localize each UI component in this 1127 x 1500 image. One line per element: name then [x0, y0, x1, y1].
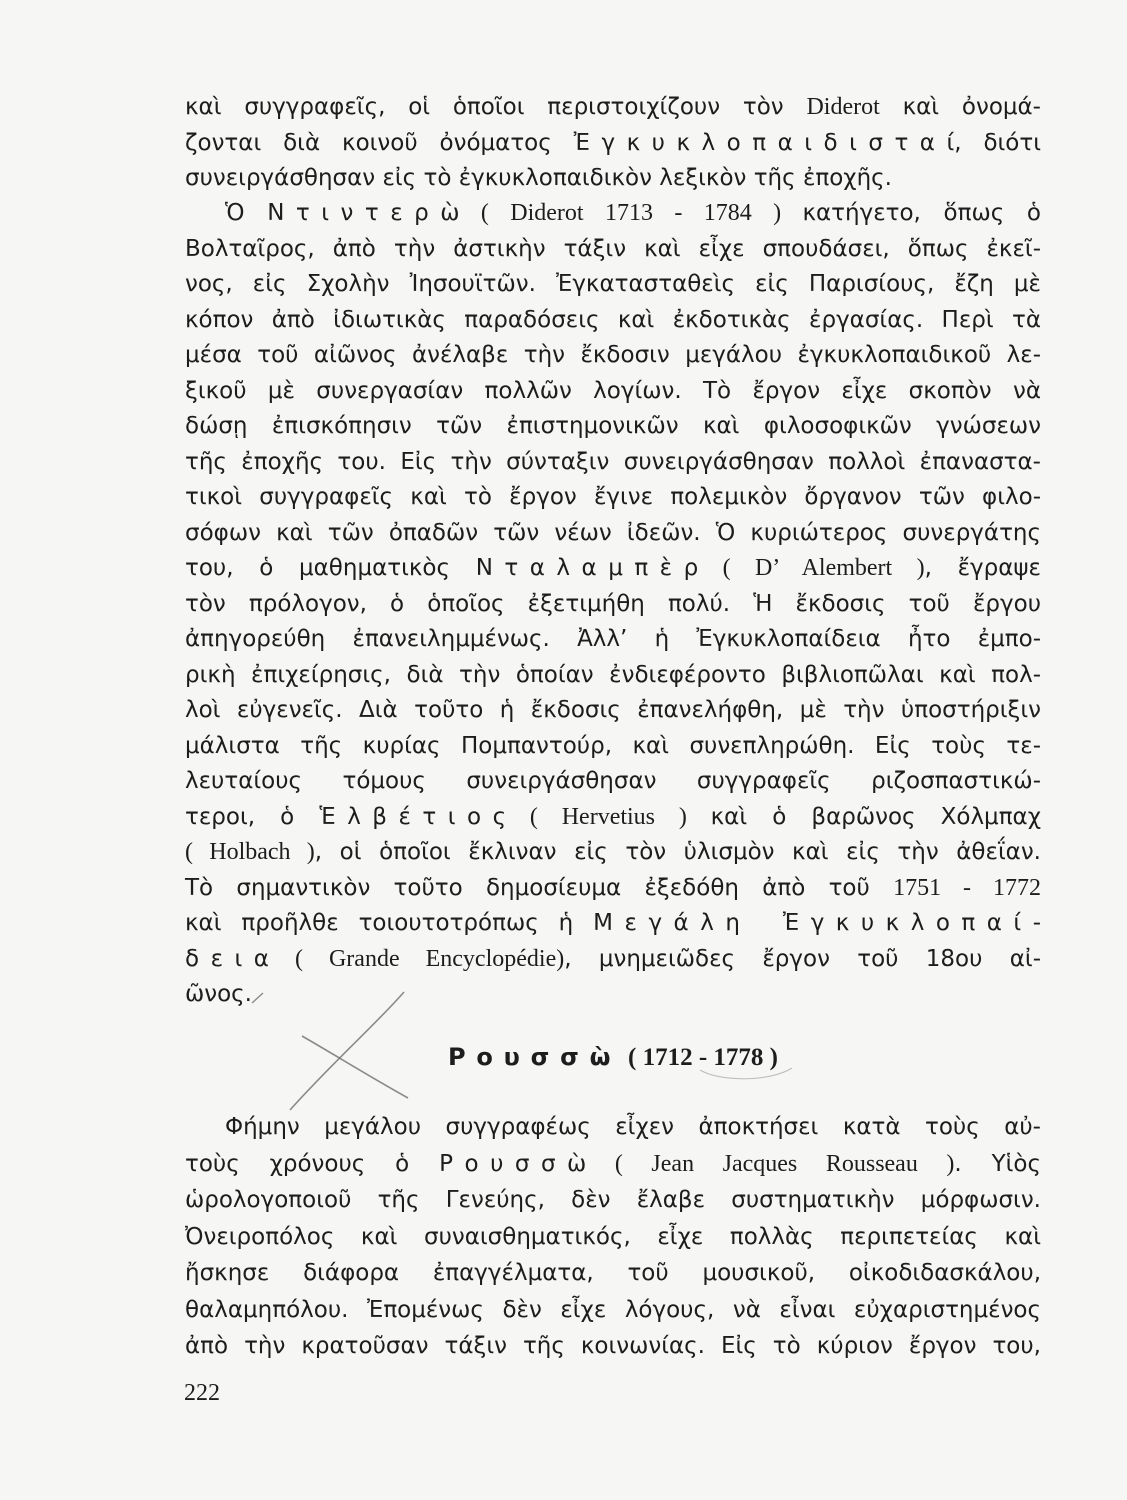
text-run: , μνημειῶδες ἔργον τοῦ 18ου αἰ- — [564, 945, 1042, 972]
text-run: Βολταῖρος, ἀπὸ τὴν ἀστικὴν τάξιν καὶ εἶχε σπουδάσει, ὅπως ἐκεῖ- — [185, 235, 1041, 262]
spaced-word: δεια — [185, 945, 281, 972]
text-line — [185, 1255, 1041, 1292]
text-line — [185, 622, 1041, 658]
text-line — [185, 1182, 1041, 1219]
latin-text: ( Diderot 1713 - 1784 ) — [459, 200, 803, 226]
text-run: , διότι — [954, 129, 1041, 156]
latin-text: ( Jean Jacques Rousseau ) — [586, 1150, 955, 1177]
text-run: ὡρολογοποιοῦ τῆς Γενεύης, δὲν ἔλαβε συστηματικὴν μόρφωσιν. — [185, 1187, 1041, 1213]
latin-text: ( Grande Encyclopédie) — [268, 945, 565, 972]
text-run: ἀπηγορεύθη ἐπανειλημμένως. Ἀλλ’ ἡ Ἐγκυκλοπαίδεια ἦτο ἐμπο- — [185, 626, 1041, 652]
text-run: τεροι, ὁ — [185, 803, 320, 830]
text-line — [185, 90, 1041, 126]
text-run: Φήμην μεγάλου συγγραφέως εἶχεν ἀποκτήσει κατὰ τοὺς αὐ- — [225, 1114, 1041, 1140]
latin-text: ( D’ Alembert ) — [698, 555, 925, 581]
text-run: θαλαμηπόλου. Ἐπομένως δὲν εἶχε λόγους, νὰ εἶναι εὐχαριστημένος — [185, 1296, 1041, 1323]
text-line — [185, 445, 1041, 481]
text-run: τῆς ἐποχῆς του. Εἰς τὴν σύνταξιν συνειργάσθησαν πολλοὶ ἐπαναστα- — [185, 448, 1041, 475]
text-run: καὶ ὁ βαρῶνος Χόλμπαχ — [710, 803, 1041, 830]
text-run: Ὁ — [225, 200, 268, 226]
text-run: του, ὁ μαθηματικὸς — [185, 555, 476, 581]
text-line — [185, 267, 1041, 303]
spaced-word: Ντιντερὼ — [267, 200, 472, 226]
text-run: ζονται διὰ κοινοῦ ὀνόματος — [185, 129, 574, 156]
text-run: , ἔγραψε — [924, 555, 1041, 581]
text-line — [185, 196, 1041, 232]
text-line — [185, 1219, 1041, 1256]
text-line — [185, 1292, 1041, 1329]
latin-text: 1751 - 1772 — [893, 874, 1041, 901]
paragraph-diderot — [185, 196, 1053, 1013]
spaced-word: Νταλαμπὲρ — [475, 555, 710, 581]
text-line — [185, 480, 1041, 516]
text-run: καὶ προῆλθε τοιουτοτρόπως ἡ — [185, 910, 594, 936]
text-line — [185, 303, 1041, 339]
text-line — [185, 1146, 1041, 1183]
text-line — [185, 374, 1041, 410]
text-run: τὸν πρόλογον, ὁ ὁποῖος ἐξετιμήθη πολύ. Ἡ ἔκδοσις τοῦ ἔργου — [185, 590, 1041, 617]
text-run: μέσα τοῦ αἰῶνος ἀνέλαβε τὴν ἔκδοσιν μεγάλου ἐγκυκλοπαιδικοῦ λε- — [185, 342, 1041, 368]
text-line — [185, 161, 1041, 197]
text-run: κόπον ἀπὸ ἰδιωτικὰς παραδόσεις καὶ ἐκδοτικὰς ἐργασίας. Περὶ τὰ — [185, 306, 1041, 333]
text-run: . Υἱὸς — [954, 1150, 1041, 1177]
spaced-word: Ἑλβέτιος — [319, 803, 518, 830]
text-line — [185, 126, 1041, 162]
paragraph-rousseau — [185, 1109, 1041, 1365]
text-run: ρικὴ ἐπιχείρησις, διὰ τὴν ὁποίαν ἐνδιεφέροντο βιβλιοπῶλαι καὶ πολ- — [185, 661, 1041, 688]
text-run: Ὀνειροπόλος καὶ συναισθηματικός, εἶχε πολλὰς περιπετείας καὶ — [185, 1223, 1041, 1250]
text-run: , οἱ ὁποῖοι ἔκλιναν εἰς τὸν ὑλισμὸν καὶ εἰς τὴν ἀθεΐαν. — [314, 839, 1041, 865]
heading-dates: ( 1712 - 1778 ) — [628, 1044, 778, 1071]
text-line — [185, 658, 1041, 694]
latin-text: Diderot — [806, 94, 880, 120]
text-run: ξικοῦ μὲ συνεργασίαν πολλῶν λογίων. Τὸ ἔργον εἶχε σκοπὸν νὰ — [185, 377, 1041, 404]
latin-text: ( Holbach ) — [185, 839, 315, 865]
text-line — [185, 764, 1041, 800]
text-run: τικοὶ συγγραφεῖς καὶ τὸ ἔργον ἔγινε πολεμικὸν ὄργανον τῶν φιλο- — [185, 484, 1041, 510]
text-run: δώσῃ ἐπισκόπησιν τῶν ἐπιστημονικῶν καὶ φιλοσοφικῶν γνώσεων — [185, 413, 1041, 439]
text-run: λοὶ εὐγενεῖς. Διὰ τοῦτο ἡ ἔκδοσις ἐπανελήφθη, μὲ τὴν ὑποστήριξιν — [185, 697, 1041, 723]
text-line — [185, 551, 1041, 587]
paragraph-encyclopedists-continued — [185, 90, 1041, 197]
text-line — [185, 587, 1041, 623]
text-line — [185, 338, 1041, 374]
text-run: ἤσκησε διάφορα ἐπαγγέλματα, τοῦ μουσικοῦ, οἰκοδιδασκάλου, — [185, 1260, 1041, 1286]
text-line — [185, 729, 1041, 765]
text-line — [185, 1109, 1041, 1146]
text-run: μάλιστα τῆς κυρίας Πομπαντούρ, καὶ συνεπληρώθη. Εἰς τοὺς τε- — [185, 732, 1041, 759]
text-line — [185, 800, 1041, 836]
text-line — [185, 693, 1041, 729]
text-run: καὶ ὀνομά- — [879, 94, 1041, 120]
text-line — [185, 977, 1041, 1013]
heading-name: Ρουσσὼ — [447, 1043, 622, 1071]
text-line — [185, 906, 1053, 942]
text-line — [185, 232, 1041, 268]
spaced-word: Ρουσσὼ — [439, 1150, 598, 1177]
section-heading-rousseau — [185, 1038, 1041, 1077]
text-run: ἀπὸ τὴν κρατοῦσαν τάξιν τῆς κοινωνίας. Εἰς τὸ κύριον ἔργον του, — [185, 1333, 1041, 1359]
text-line — [185, 942, 1041, 978]
latin-text: ( Hervetius ) — [506, 803, 711, 830]
text-run: καὶ συγγραφεῖς, οἱ ὁποῖοι περιστοιχίζουν τὸν — [185, 94, 807, 120]
text-run: σόφων καὶ τῶν ὀπαδῶν τῶν νέων ἰδεῶν. Ὁ κυριώτερος συνεργάτης — [185, 519, 1041, 546]
text-run: Τὸ σημαντικὸν τοῦτο δημοσίευμα ἐξεδόθη ἀπὸ τοῦ — [185, 874, 894, 901]
text-run: κατήγετο, ὅπως ὁ — [802, 200, 1041, 226]
text-line — [185, 1328, 1041, 1365]
text-line — [185, 516, 1041, 552]
text-run: νος, εἰς Σχολὴν Ἰησουϊτῶν. Ἐγκατασταθεὶς εἰς Παρισίους, ἔζη μὲ — [185, 271, 1041, 297]
text-line — [185, 409, 1041, 445]
text-line — [185, 835, 1041, 871]
text-run: ῶνος. — [185, 981, 252, 1007]
text-run: συνειργάσθησαν εἰς τὸ ἐγκυκλοπαιδικὸν λεξικὸν τῆς ἐποχῆς. — [185, 165, 892, 191]
text-run: λευταίους τόμους συνειργάσθησαν συγγραφεῖς ριζοσπαστικώ- — [185, 768, 1041, 794]
page-number: 222 — [184, 1380, 220, 1406]
spaced-word: Ἐγκυκλοπαιδισταί — [573, 129, 966, 156]
spaced-word: Μεγάλη Ἐγκυκλοπαί- — [593, 910, 1053, 936]
text-line — [185, 871, 1041, 907]
text-run: τοὺς χρόνους ὁ — [185, 1150, 440, 1177]
